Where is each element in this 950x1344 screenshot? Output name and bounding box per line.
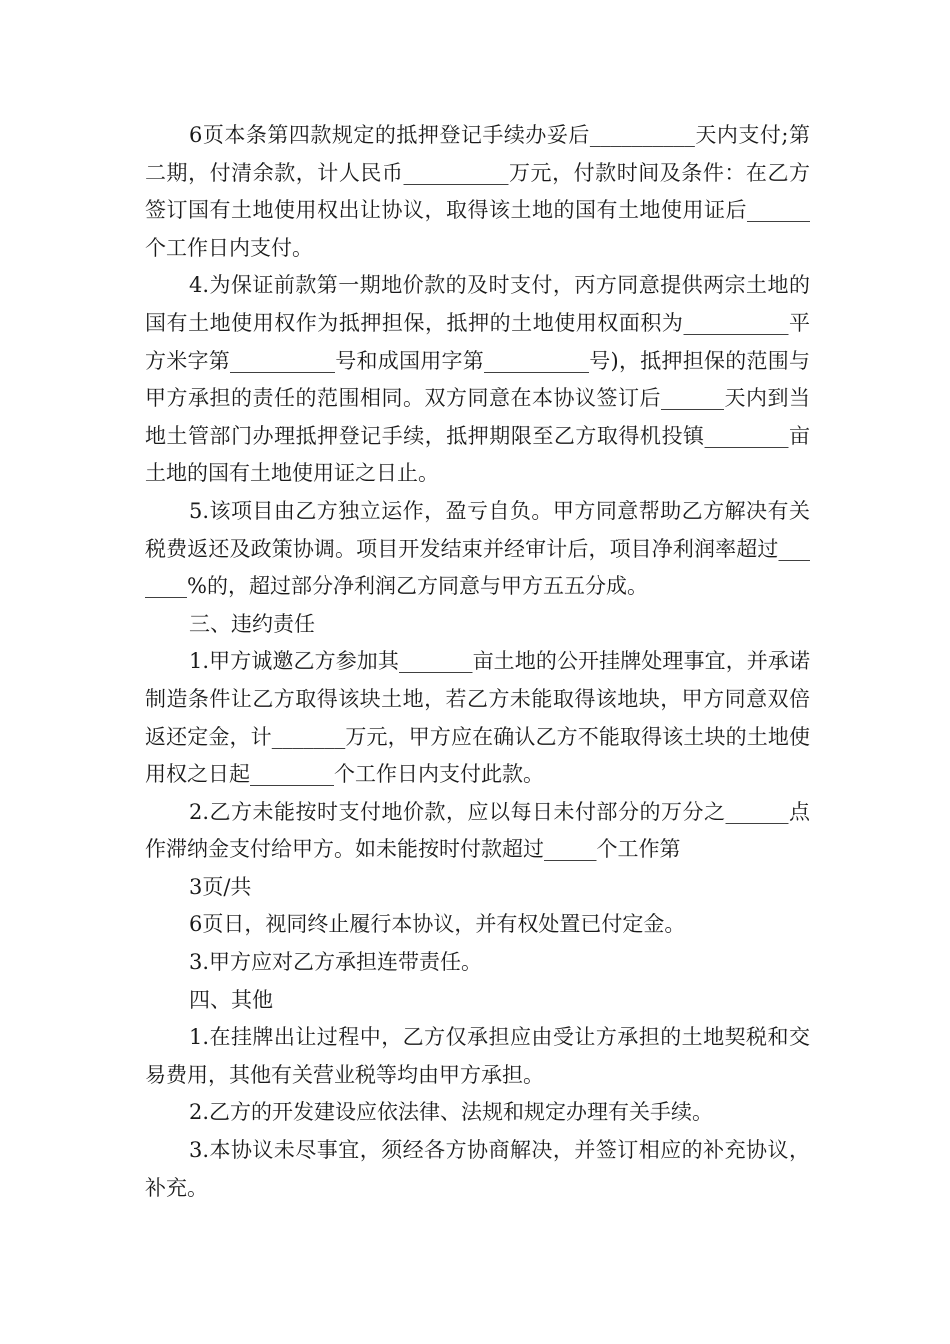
section-heading-breach: 三、违约责任: [189, 611, 315, 636]
paragraph-breach-1: 1.甲方诚邀乙方参加其_______亩土地的公开挂牌处理事宜，并承诺制造条件让乙方取得该块土地，若乙方未能取得该地块，甲方同意双倍返还定金，计_______万元，甲方应在确认乙方不能取得该土块的土地使用权之日起________个工作日内支付此款。: [145, 649, 810, 787]
paragraph-breach-2: 2.乙方未能按时支付地价款，应以每日未付部分的万分之______点作滞纳金支付给甲方。如未能按时付款超过_____个工作第: [145, 799, 810, 862]
paragraph-breach-2-cont: 6页日，视同终止履行本协议，并有权处置已付定金。: [189, 912, 686, 937]
paragraph-clause-5: 5.该项目由乙方独立运作，盈亏自负。甲方同意帮助乙方解决有关税费返还及政策协调。项目开发结束并经审计后，项目净利润率超过_______%的，超过部分净利润乙方同意与甲方五五分成。: [145, 498, 810, 599]
paragraph-breach-3: 3.甲方应对乙方承担连带责任。: [189, 950, 483, 975]
document-page: [145, 117, 810, 1207]
paragraph-payment-terms: 6页本条第四款规定的抵押登记手续办妥后__________天内支付;第二期，付清余款，计人民币__________万元，付款时间及条件：在乙方签订国有土地使用权出让协议，取得该土地的国有土地使用证后______个工作日内支付。: [145, 123, 810, 260]
page-marker: 3页/共: [189, 874, 252, 899]
paragraph-clause-4: 4.为保证前款第一期地价款的及时支付，丙方同意提供两宗土地的国有土地使用权作为抵押担保，抵押的土地使用权面积为__________平方米字第__________号和成国用字第__________号)，抵押担保的范围与甲方承担的责任的范围相同。双方同意在本协议签订后______天内到当地土管部门办理抵押登记手续，抵押期限至乙方取得机投镇________亩土地的国有土地使用证之日止。: [145, 273, 810, 486]
paragraph-other-1: 1.在挂牌出让过程中，乙方仅承担应由受让方承担的土地契税和交易费用，其他有关营业税等均由甲方承担。: [145, 1025, 810, 1087]
section-heading-other: 四、其他: [189, 987, 273, 1012]
paragraph-other-3: 3.本协议未尽事宜，须经各方协商解决，并签订相应的补充协议，补充。: [145, 1138, 810, 1200]
paragraph-other-2: 2.乙方的开发建设应依法律、法规和规定办理有关手续。: [189, 1100, 714, 1125]
